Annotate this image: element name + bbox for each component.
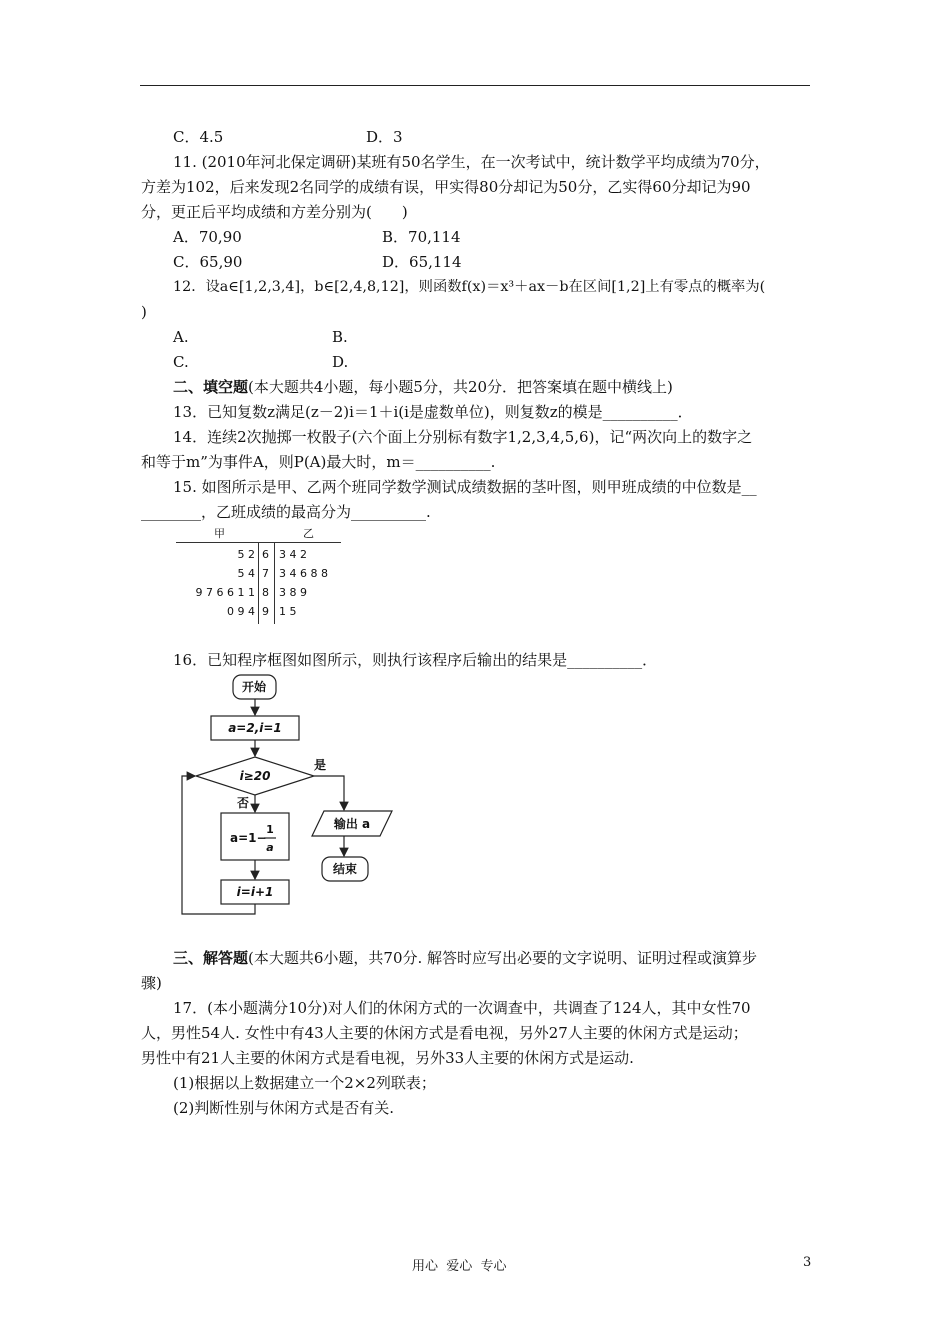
flow-no-label: 否 bbox=[237, 796, 250, 810]
stem-leaf-left-header: 甲 bbox=[214, 527, 225, 540]
stem-leaf-right-header: 乙 bbox=[303, 527, 314, 540]
flow-fraction-numerator: 1 bbox=[266, 823, 274, 836]
left-leaves: 5 2 bbox=[237, 548, 255, 561]
q17-line3: 男性中有21人主要的休闲方式是看电视，另外33人主要的休闲方式是运动. bbox=[141, 1049, 634, 1067]
stem-leaf-row bbox=[176, 602, 255, 622]
q17-line1: 17．(本小题满分10分)对人们的休闲方式的一次调查中，共调查了124人，其中女性70 bbox=[173, 999, 751, 1017]
flow-arrow-yes bbox=[314, 776, 344, 810]
q12-option-c: C. bbox=[173, 353, 189, 371]
q12-option-a: A. bbox=[173, 328, 189, 346]
left-leaves: 9 7 6 6 1 1 bbox=[195, 586, 255, 599]
q11-line3: 分，更正后平均成绩和方差分别为( ) bbox=[141, 203, 408, 221]
stem-leaf-row bbox=[176, 564, 255, 584]
q14-line1: 14．连续2次抛掷一枚骰子(六个面上分别标有数字1,2,3,4,5,6)，记“两次向上的数字之 bbox=[173, 428, 753, 446]
section3-desc-cont: 骤) bbox=[141, 974, 162, 992]
stem-value: 7 bbox=[262, 567, 269, 580]
q15-line2: ________，乙班成绩的最高分为__________. bbox=[141, 503, 431, 521]
q12-option-d: D. bbox=[332, 353, 349, 371]
stem-leaf-right-divider bbox=[274, 542, 275, 624]
q11-option-c: C．65,90 bbox=[173, 253, 243, 271]
left-leaves: 5 4 bbox=[237, 567, 255, 580]
q13-text: 13．已知复数z满足(z－2)i＝1＋i(i是虚数单位)，则复数z的模是__________． bbox=[173, 403, 693, 421]
flow-end-label: 结束 bbox=[332, 862, 358, 876]
stem-value: 6 bbox=[262, 548, 269, 561]
flow-init-label: a=2,i=1 bbox=[228, 721, 282, 735]
q11-option-a: A．70,90 bbox=[173, 228, 242, 246]
q11-line1: 11. (2010年河北保定调研)某班有50名学生，在一次考试中，统计数学平均成绩为70分， bbox=[173, 153, 770, 171]
flow-increment-label: i=i+1 bbox=[236, 885, 274, 899]
flow-output-label: 输出 a bbox=[333, 817, 371, 831]
right-leaves: 3 4 6 8 8 bbox=[279, 567, 328, 580]
flowchart bbox=[170, 670, 410, 920]
q10-option-d: D．3 bbox=[366, 128, 403, 146]
flow-start-label: 开始 bbox=[241, 680, 267, 694]
q12-line2: ) bbox=[141, 303, 147, 321]
stem-leaf-row bbox=[176, 545, 255, 565]
section3-title: 三、解答题 bbox=[173, 949, 249, 967]
q14-line2: 和等于m”为事件A，则P(A)最大时，m＝__________. bbox=[141, 453, 496, 471]
flow-condition-label: i≥20 bbox=[239, 769, 271, 783]
footer-motto: 用心 爱心 专心 bbox=[412, 1259, 507, 1274]
q17-line2: 人，男性54人. 女性中有43人主要的休闲方式是看电视，另外27人主要的休闲方式是运动； bbox=[141, 1024, 748, 1042]
q17-part2: (2)判断性别与休闲方式是否有关. bbox=[173, 1099, 395, 1117]
right-leaves: 3 4 2 bbox=[279, 548, 307, 561]
right-leaves: 1 5 bbox=[279, 605, 297, 618]
q12-line1: 12．设a∈[1,2,3,4]，b∈[2,4,8,12]，则函数f(x)＝x³＋ax－b在区间[1,2]上有零点的概率为( bbox=[173, 279, 766, 295]
q11-option-b: B．70,114 bbox=[382, 228, 461, 246]
q16-text: 16．已知程序框图如图所示，则执行该程序后输出的结果是__________． bbox=[173, 651, 658, 669]
flow-fraction-denominator: a bbox=[266, 841, 274, 854]
q11-line2: 方差为102，后来发现2名同学的成绩有误，甲实得80分却记为50分，乙实得60分却记为90 bbox=[141, 178, 751, 196]
stem-value: 8 bbox=[262, 586, 269, 599]
flow-assign-label: a=1− bbox=[230, 831, 267, 845]
left-leaves: 0 9 4 bbox=[227, 605, 255, 618]
stem-leaf-row bbox=[176, 583, 255, 603]
section2-title: 二、填空题 bbox=[173, 378, 249, 396]
flow-yes-label: 是 bbox=[314, 758, 327, 772]
section3-heading bbox=[173, 948, 757, 968]
stem-leaf-left-divider bbox=[258, 542, 259, 624]
q10-option-c: C．4.5 bbox=[173, 128, 224, 146]
q12-option-b: B. bbox=[332, 328, 348, 346]
q15-line1: 15. 如图所示是甲、乙两个班同学数学测试成绩数据的茎叶图，则甲班成绩的中位数是__ bbox=[173, 478, 757, 496]
q17-part1: (1)根据以上数据建立一个2×2列联表； bbox=[173, 1074, 436, 1092]
right-leaves: 3 8 9 bbox=[279, 586, 307, 599]
stem-leaf-plot bbox=[176, 525, 341, 625]
section3-desc: (本大题共6小题，共70分. 解答时应写出必要的文字说明、证明过程或演算步 bbox=[248, 949, 758, 967]
stem-value: 9 bbox=[262, 605, 269, 618]
page-number: 3 bbox=[803, 1255, 812, 1270]
section2-heading bbox=[173, 377, 673, 397]
header-rule bbox=[140, 85, 810, 86]
q11-option-d: D．65,114 bbox=[382, 253, 462, 271]
section2-desc: (本大题共4小题，每小题5分，共20分．把答案填在题中横线上) bbox=[248, 378, 673, 396]
